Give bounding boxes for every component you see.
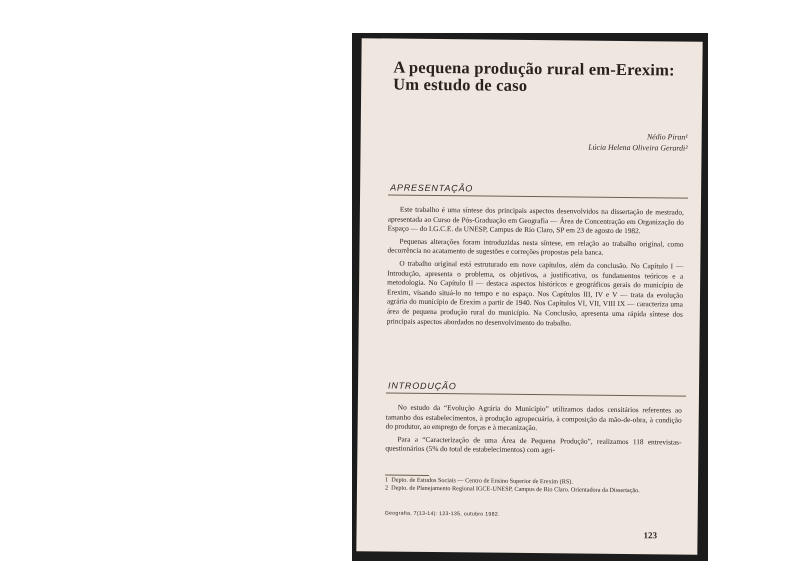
footnote-2-text: Depto. de Planejamento Regional IGCE-UNESP, Campus de Rio Claro. Orientadora da Dissertação. bbox=[391, 484, 640, 494]
title-line-2: Um estudo de caso bbox=[393, 74, 528, 95]
footnote-2-mark: 2 bbox=[384, 484, 389, 492]
journal-citation: Geografia, 7(13-14): 123-135, outubro 1982. bbox=[384, 510, 500, 518]
apresentacao-paragraph-3: O trabalho original está estruturado em nove capítulos, além da conclusão. No Capítulo I — Introdução, apresenta o problema, os objetivos, a justificativa, os fundamentos teóricos e a metodologia. No Capítulo II — destaca aspectos históricos e geográficos gerais do município de Erexim, visando situá-lo no tempo e no espaço. Nos Capítulos III, IV e V — trata da evolução agrária do município de Erexim a partir de 1940. Nos Capítulos VI, VII, VIII IX — caracteriza uma área de pequena produção rural do município. Na Conclusão, apresenta uma rápida síntese dos principais aspectos abordados no desenvolvimento do trabalho. bbox=[386, 258, 684, 327]
author-2: Lúcia Helena Oliveira Gerardi² bbox=[588, 142, 688, 153]
apresentacao-body bbox=[387, 205, 684, 332]
introducao-body bbox=[385, 403, 682, 460]
introducao-paragraph-1: No estudo da “Evolução Agrária do Município” utilizamos dados censitários referentes ao tamanho dos estabelecimentos, à produção agropecuária, à composição da mão-de-obra, à condição do produtor, ao emprego de forças e à mecanização. bbox=[385, 402, 682, 433]
apresentacao-paragraph-1: Este trabalho é uma síntese dos principais aspectos desenvolvidos na dissertação de mestrado, apresentada ao Curso de Pós-Graduação em Geografia — Área de Concentração em Organização do Espaço — do I.G.C.E. da UNESP, Campus de Rio Claro, SP em 23 de agosto de 1982. bbox=[387, 204, 684, 236]
author-1: Nédio Piran¹ bbox=[646, 132, 688, 142]
author-block bbox=[588, 131, 688, 154]
heading-introducao-rule bbox=[386, 393, 686, 397]
footnote-1-mark: 1 bbox=[385, 476, 389, 484]
heading-apresentacao-rule bbox=[388, 195, 688, 199]
footnote-1-text: Depto. de Estudos Sociais — Centro de Ensino Superior de Erexim (RS). bbox=[391, 476, 573, 486]
apresentacao-paragraph-2: Pequenas alterações foram introduzidas nesta síntese, em relação ao trabalho original, como decorrência no acatamento de sugestões e correções propostas pela banca. bbox=[387, 236, 684, 258]
page-number: 123 bbox=[643, 530, 658, 541]
heading-introducao: INTRODUÇÃO bbox=[388, 380, 457, 392]
journal-page bbox=[356, 38, 702, 555]
heading-apresentacao: APRESENTAÇÃO bbox=[390, 182, 474, 194]
article-title bbox=[393, 59, 693, 96]
introducao-paragraph-2: Para a “Caracterização de uma Área de Pequena Produção”, realizamos 118 entrevistas-questionários (5% do total de estabelecimentos) com agri- bbox=[385, 434, 682, 455]
footnotes bbox=[385, 476, 681, 495]
title-line-1: A pequena produção rural em-Erexim: bbox=[393, 57, 675, 80]
